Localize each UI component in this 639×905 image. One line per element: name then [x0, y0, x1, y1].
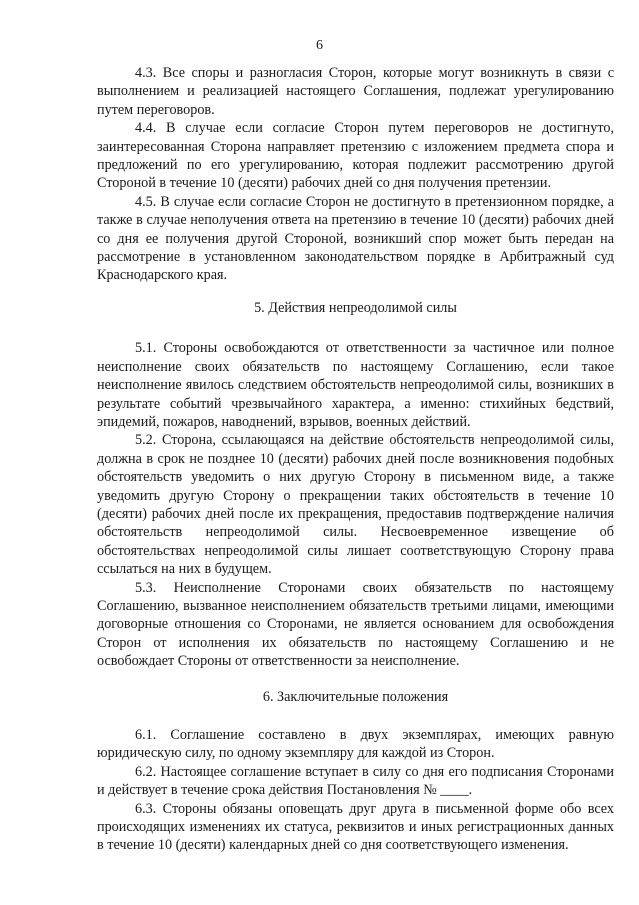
- section-6-heading: 6. Заключительные положения: [262, 688, 449, 705]
- clause-6-1: 6.1. Соглашение составлено в двух экземплярах, имеющих равную юридическую силу, по одному экземпляру для каждой из Сторон.: [97, 727, 614, 762]
- clause-6-2: 6.2. Настоящее соглашение вступает в силу со дня его подписания Сторонами и действует в течение срока действия Постановления № ____.: [97, 763, 614, 799]
- clause-5-2: 5.2. Сторона, ссылающаяся на действие обстоятельств непреодолимой силы, должна в срок не позднее 10 (десяти) рабочих дней после возникновения подобных обстоятельств уведомить о них другую Сторону в письменном виде, а также уведомить другую Сторону о прекращении таких обстоятельств в течение 10 (десяти) рабочих дней после их прекращения, предоставив подтверждение наличия обстоятельств непреодолимой силы. Несвоевременное извещение об обстоятельствах непреодолимой силы лишает соответствующую Сторону права ссылаться на них в будущем.: [97, 432, 614, 578]
- document-body: [97, 64, 614, 855]
- clause-4-3: 4.3. Все споры и разногласия Сторон, которые могут возникнуть в связи с выполнением и реализацией настоящего Соглашения, подлежат урегулированию путем переговоров.: [97, 65, 614, 118]
- section-5-heading: 5. Действия непреодолимой силы: [254, 299, 457, 316]
- page-number: 6: [316, 38, 323, 53]
- clause-5-3: 5.3. Неисполнение Сторонами своих обязательств по настоящему Соглашению, вызванное неисполнением обязательств третьими лицами, имеющими договорные отношения со Сторонами, не является основанием для освобождения Сторон от исполнения их обязательств по настоящему Соглашению и не освобождает Стороны от ответственности за неисполнение.: [97, 579, 614, 670]
- clause-4-5: 4.5. В случае если согласие Сторон не достигнуто в претензионном порядке, а также в случае неполучения ответа на претензию в течение 10 (десяти) рабочих дней со дня ее получения другой Стороной, возникший спор может быть передан на рассмотрение в установленном законодательством порядке в Арбитражный суд Краснодарского края.: [97, 193, 614, 284]
- clause-4-4: 4.4. В случае если согласие Сторон путем переговоров не достигнуто, заинтересованная Сторона направляет претензию с изложением предмета спора и предложений по его урегулированию, которая подлежит рассмотрению другой Стороной в течение 10 (десяти) рабочих дней со дня получения претензии.: [97, 120, 614, 192]
- clause-5-1: 5.1. Стороны освобождаются от ответственности за частичное или полное неисполнение своих обязательств по настоящему Соглашению, если такое неисполнение явилось следствием обстоятельств непреодолимой силы, возникших в результате событий чрезвычайного характера, а именно: стихийных бедствий, эпидемий, пожаров, наводнений, взрывов, военных действий.: [97, 340, 614, 430]
- clause-6-3: 6.3. Стороны обязаны оповещать друг друга в письменной форме обо всех происходящих изменениях их статуса, реквизитов и иных регистрационных данных в течение 10 (десяти) календарных дней со дня соответствующего изменения.: [97, 800, 614, 854]
